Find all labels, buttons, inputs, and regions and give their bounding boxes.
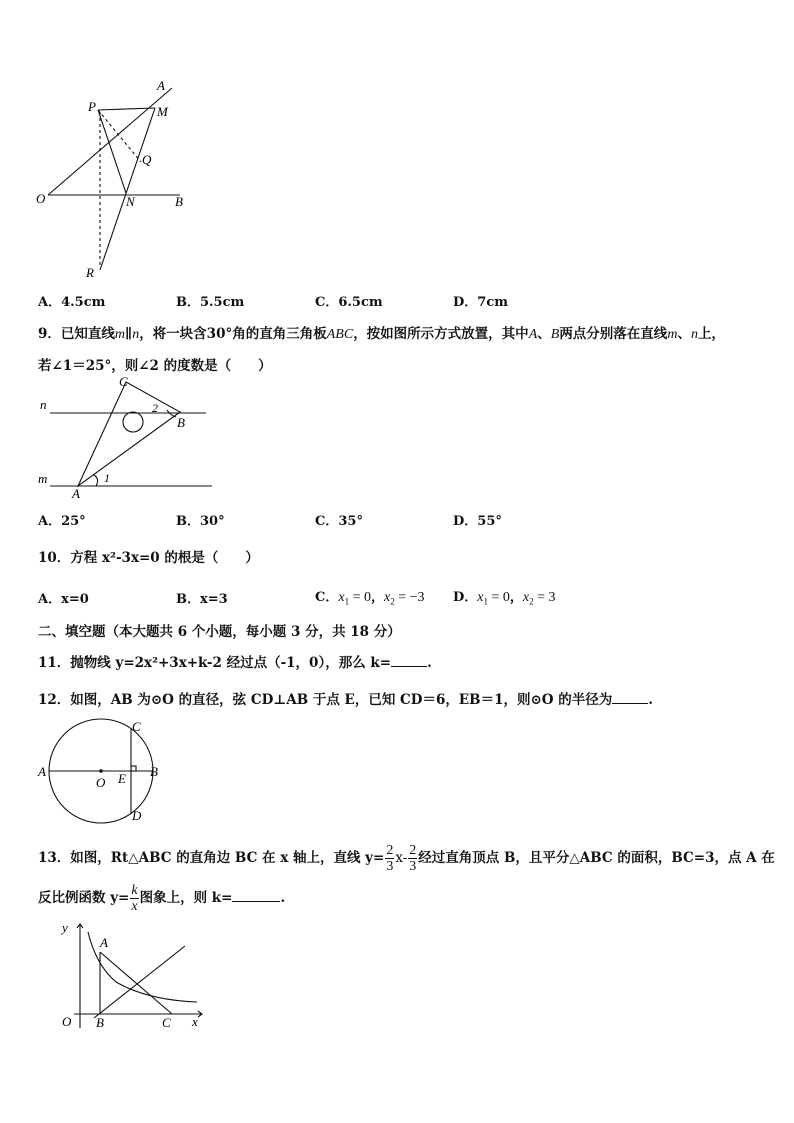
fraction	[130, 883, 138, 914]
label-B: B	[96, 1015, 104, 1030]
question-12-figure	[34, 716, 166, 828]
label-x: x	[192, 1014, 198, 1029]
q10-option-a: A．x=0	[38, 592, 89, 607]
text: 9．已知直线	[38, 326, 115, 342]
question-13-line2	[38, 880, 285, 916]
label-N: N	[126, 194, 135, 209]
parallel-symbol: ∥	[125, 326, 133, 342]
question-text: 经过直角顶点 B，且平分△ABC 的面积，BC=3，点 A 在	[418, 850, 775, 866]
label-n: n	[40, 397, 47, 412]
label-A: A	[38, 764, 46, 779]
text: 两点分别落在直线	[559, 326, 668, 342]
question-12	[38, 688, 653, 708]
math-x: x	[477, 590, 484, 605]
label-O: O	[36, 191, 46, 206]
math-n: n	[690, 327, 698, 342]
period: .	[648, 692, 653, 708]
q9-option-b: B．30°	[176, 514, 225, 529]
center-point	[99, 769, 103, 773]
q8-option-c: C．6.5cm	[315, 295, 383, 310]
question-text: 反比例函数 y=	[38, 890, 130, 906]
denominator: 3	[386, 859, 394, 874]
separator: 、	[537, 326, 551, 342]
label-A: A	[72, 486, 80, 501]
label-Q: Q	[142, 152, 152, 167]
angle-1-label: 1	[104, 471, 110, 485]
label-E: E	[118, 771, 126, 786]
q10-option-b: B．x=3	[176, 592, 228, 607]
math-m: m	[114, 327, 126, 342]
period: .	[280, 890, 286, 906]
question-text: 图象上，则 k=	[139, 890, 233, 906]
question-text: 11．抛物线 y=2x²+3x+k-2 经过点（-1，0），那么 k=	[38, 655, 392, 671]
q8-option-a: A．4.5cm	[38, 295, 106, 310]
answer-blank[interactable]	[612, 703, 648, 704]
question-11	[38, 651, 432, 671]
separator: 、	[677, 326, 691, 342]
label-C: C	[162, 1015, 171, 1030]
fraction	[385, 843, 394, 874]
math-b: B	[550, 327, 560, 342]
q8-option-d: D．7cm	[453, 295, 508, 310]
value: = −3	[394, 590, 425, 605]
math-m: m	[667, 327, 678, 342]
label-B: B	[177, 415, 185, 430]
answer-blank[interactable]	[391, 666, 427, 667]
question-text: 13．如图，Rt△ABC 的直角边 BC 在 x 轴上，直线 y=	[38, 850, 385, 866]
label-O: O	[62, 1014, 72, 1029]
math-abc: ABC	[326, 327, 354, 342]
value: = 0	[349, 590, 371, 605]
q9-option-a: A．25°	[38, 514, 86, 529]
value: = 3	[533, 590, 556, 605]
q10-option-c	[315, 586, 425, 607]
label-B: B	[175, 194, 183, 209]
label-A: A	[157, 78, 165, 93]
question-10-stem: 10．方程 x²-3x=0 的根是（ ）	[38, 550, 259, 566]
label-m: m	[38, 471, 48, 486]
text: ，按如图所示方式放置，其中	[353, 326, 529, 342]
question-9-figure	[34, 372, 219, 502]
angle-2-label: 2	[152, 401, 158, 415]
q9-option-c: C．35°	[315, 514, 363, 529]
subscript: 2	[529, 596, 534, 607]
label-C: C	[132, 719, 141, 734]
q8-option-b: B．5.5cm	[176, 295, 245, 310]
label-O: O	[96, 775, 106, 790]
label-M: M	[157, 104, 168, 119]
math-x: x	[384, 590, 391, 605]
q9-option-d: D．55°	[453, 514, 502, 529]
label-A: A	[100, 935, 108, 950]
math-x: x	[522, 590, 530, 605]
section-2-title: 二、填空题（本大题共 6 个小题，每小题 3 分，共 18 分）	[38, 624, 401, 640]
label-R: R	[86, 265, 94, 280]
question-13-figure	[52, 920, 212, 1035]
value: = 0	[488, 590, 510, 605]
numerator: 2	[409, 843, 417, 858]
text: ，将一块含30°角的直角三角板	[139, 326, 327, 342]
label-D: D	[132, 808, 142, 823]
answer-blank[interactable]	[232, 901, 280, 902]
question-8-figure	[30, 76, 200, 286]
label-C: C	[119, 374, 128, 389]
denominator: 3	[409, 859, 417, 874]
label-y: y	[62, 920, 68, 935]
text: 上，	[697, 326, 725, 342]
label-P: P	[88, 99, 96, 114]
option-letter: C．	[315, 590, 339, 605]
numerator: k	[131, 883, 138, 898]
fraction	[408, 843, 417, 874]
question-text: 12．如图，AB 为⊙O 的直径，弦 CD⊥AB 于点 E，已知 CD＝6，EB＝1，则⊙O 的半径为	[38, 692, 613, 708]
period: .	[427, 655, 432, 671]
question-text: x-	[395, 850, 408, 866]
subscript: 1	[344, 596, 350, 607]
subscript: 2	[390, 596, 395, 607]
option-letter: D．	[453, 590, 478, 605]
question-13-line1	[38, 840, 775, 876]
math-x: x	[338, 590, 345, 605]
math-a: A	[528, 327, 538, 342]
label-B: B	[150, 764, 158, 779]
separator: ，	[509, 590, 523, 605]
question-9-stem-line2: 若∠1＝25°，则∠2 的度数是（ ）	[38, 358, 272, 374]
math-n: n	[132, 327, 140, 342]
numerator: 2	[386, 843, 394, 858]
separator: ，	[370, 590, 384, 605]
question-9-stem-line1	[38, 322, 725, 343]
q10-option-d	[453, 586, 556, 607]
subscript: 1	[483, 596, 488, 607]
denominator: x	[131, 899, 138, 914]
